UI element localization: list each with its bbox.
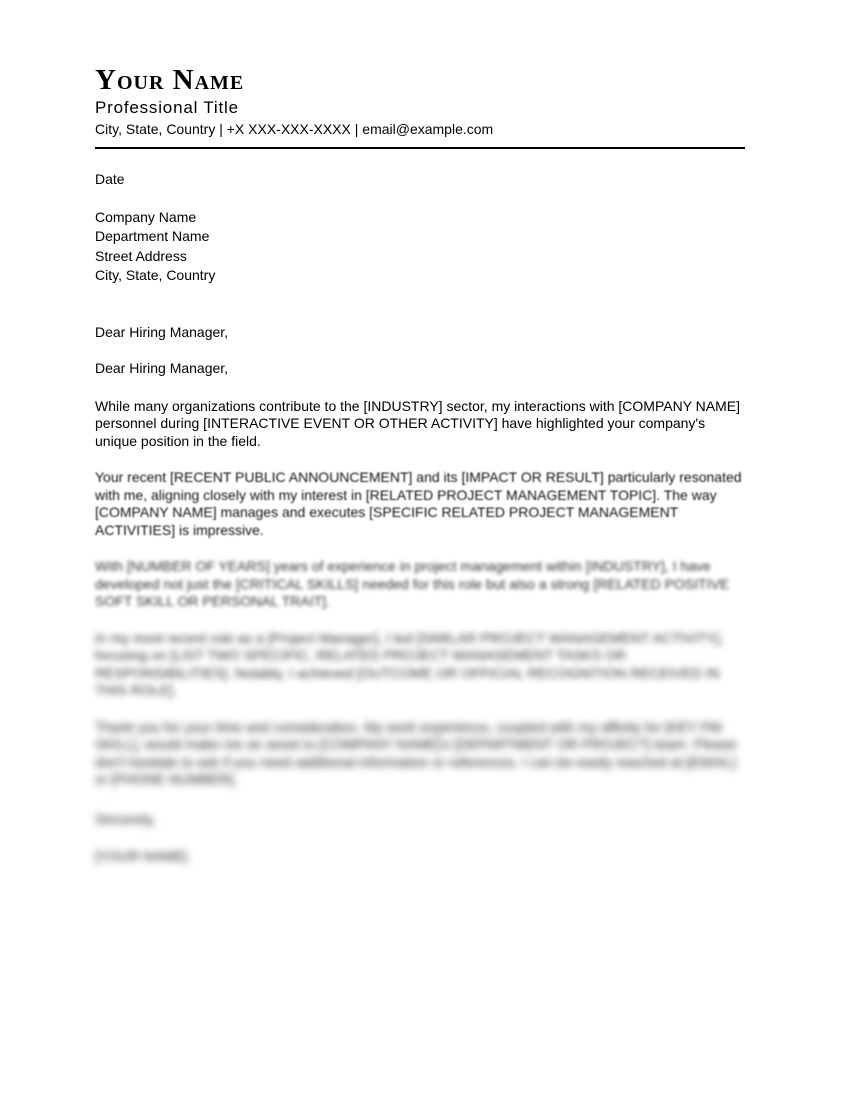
salutation: Dear Hiring Manager, — [95, 323, 229, 340]
professional-title: Professional Title — [95, 98, 239, 117]
recipient-address — [95, 208, 745, 286]
recipient-city: City, State, Country — [95, 267, 216, 283]
letter-date: Date — [95, 171, 125, 187]
contact-line: City, State, Country | +X XXX-XXX-XXXX | email@example.com — [95, 121, 494, 137]
closing: Sincerely, — [95, 810, 156, 827]
header-divider — [95, 147, 745, 149]
signature: [YOUR NAME] — [95, 848, 188, 864]
salutation-repeat: Dear Hiring Manager, — [95, 360, 229, 376]
applicant-name: Your Name — [95, 64, 245, 96]
recipient-street: Street Address — [95, 247, 187, 264]
body-paragraph: Thank you for your time and consideration. My work experience, coupled with my affinity for [KEY PM SKILL], would make me an asset to [COMPANY NAME]'s [DEPARTMENT OR PROJECT] team. Please don't hesitate to ask if you need additional information or references. I can be easily reached at [EMAIL] or [PHONE NUMBER]. — [95, 718, 737, 787]
body-paragraph: With [NUMBER OF YEARS] years of experience in project management within [INDUSTRY], I have developed not just the [CRITICAL SKILLS] needed for this role but also a strong [RELATED POSITIVE SOFT SKILL OR PERSONAL TRAIT]. — [95, 558, 730, 609]
body-paragraph: Your recent [RECENT PUBLIC ANNOUNCEMENT] and its [IMPACT OR RESULT] particularly resonated with me, aligning closely with my interest in [RELATED PROJECT MANAGEMENT TOPIC]. The way [COMPANY NAME] manages and executes [SPECIFIC RELATED PROJECT MANAGEMENT ACTIVITIES] is impressive. — [95, 469, 742, 538]
body-paragraph: While many organizations contribute to the [INDUSTRY] sector, my interactions with [COMPANY NAME] personnel during [INTERACTIVE EVENT OR OTHER ACTIVITY] have highlighted your company's unique position in the field. — [95, 397, 741, 449]
body-paragraph: In my most recent role as a [Project Manager], I led [SIMILAR PROJECT MANAGEMENT ACTIVITY], focusing on [LIST TWO SPECIFIC, RELATED PROJECT MANAGEMENT TASKS OR RESPONSIBILITIES]. Notably, I achieved [OUTCOME OR OFFICIAL RECOGNITION RECEIVED IN THIS ROLE]. — [95, 629, 724, 698]
recipient-company: Company Name — [95, 208, 197, 225]
recipient-department: Department Name — [95, 228, 210, 244]
cover-letter-page — [95, 64, 745, 866]
